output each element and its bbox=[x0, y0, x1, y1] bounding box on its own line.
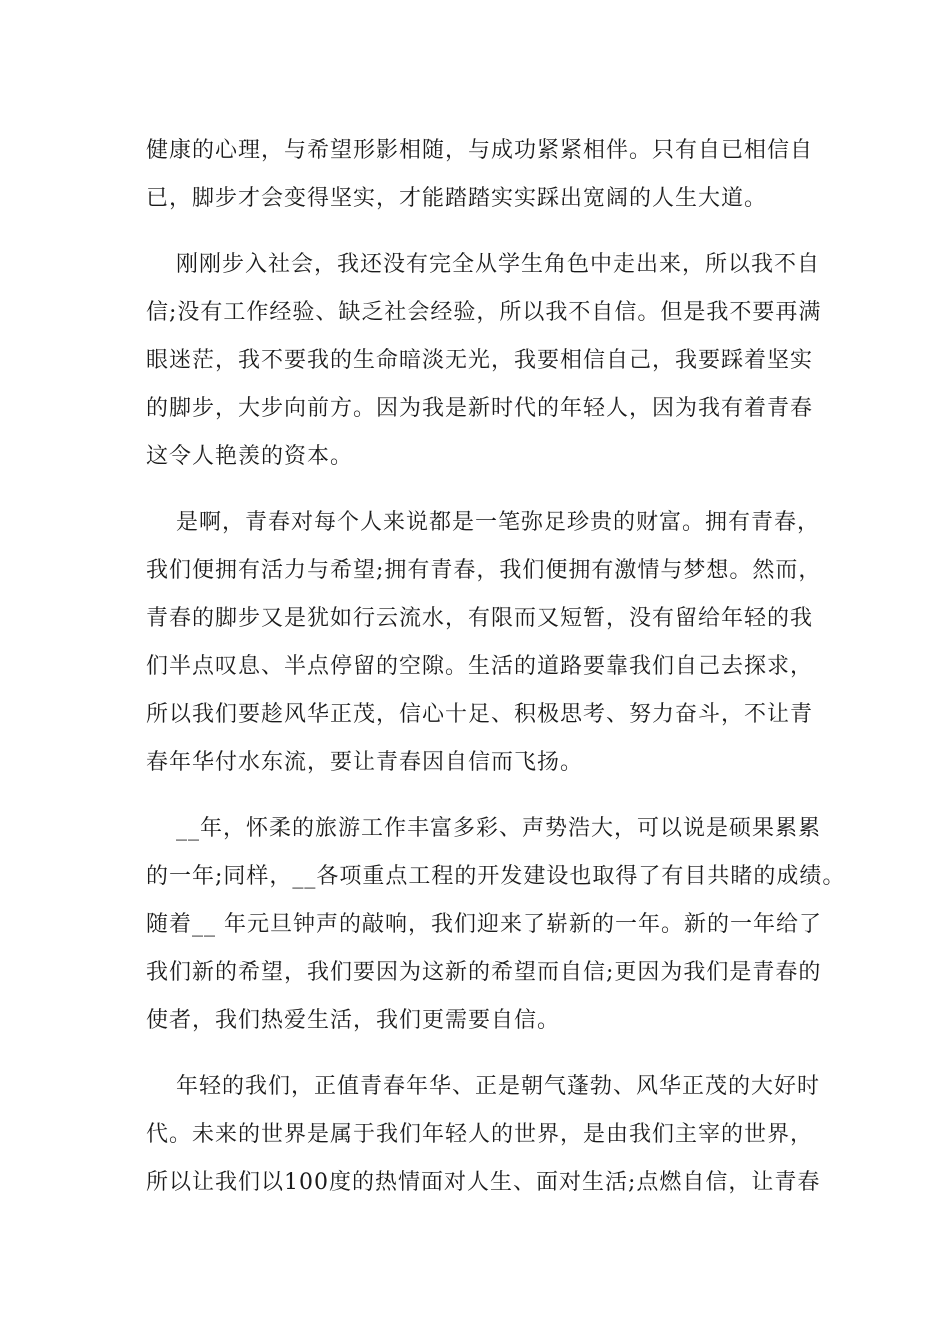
text-line: 春年华付水东流，要让青春因自信而飞扬。 bbox=[146, 750, 584, 775]
text-line: 年轻的我们，正值青春年华、正是朝气蓬勃、风华正茂的大好时 bbox=[176, 1074, 821, 1099]
text-line: 所以让我们以100度的热情面对人生、面对生活;点燃自信，让青春 bbox=[146, 1170, 821, 1195]
text-line: 我们便拥有活力与希望;拥有青春，我们便拥有激情与梦想。然而， bbox=[146, 558, 822, 583]
text-line: 使者，我们热爱生活，我们更需要自信。 bbox=[146, 1008, 561, 1033]
text-line: 信;没有工作经验、缺乏社会经验，所以我不自信。但是我不要再满 bbox=[146, 300, 822, 325]
text-line: 已，脚步才会变得坚实，才能踏踏实实踩出宽阔的人生大道。 bbox=[146, 186, 768, 211]
text-line: 的脚步，大步向前方。因为我是新时代的年轻人，因为我有着青春 bbox=[146, 396, 814, 421]
text-line: 随着__ 年元旦钟声的敲响，我们迎来了崭新的一年。新的一年给了 bbox=[146, 912, 822, 937]
text-line: 们半点叹息、半点停留的空隙。生活的道路要靠我们自己去探求， bbox=[146, 654, 814, 679]
text-line: 青春的脚步又是犹如行云流水，有限而又短暂，没有留给年轻的我 bbox=[146, 606, 814, 631]
text-line: 眼迷茫，我不要我的生命暗淡无光，我要相信自己，我要踩着坚实 bbox=[146, 348, 814, 373]
text-line: 所以我们要趁风华正茂，信心十足、积极思考、努力奋斗，不让青 bbox=[146, 702, 814, 727]
text-line: 这令人艳羡的资本。 bbox=[146, 444, 354, 469]
text-line: 是啊，青春对每个人来说都是一笔弥足珍贵的财富。拥有青春， bbox=[176, 510, 821, 535]
text-line: __年，怀柔的旅游工作丰富多彩、声势浩大，可以说是硕果累累 bbox=[176, 816, 822, 841]
text-line: 我们新的希望，我们要因为这新的希望而自信;更因为我们是青春的 bbox=[146, 960, 822, 985]
text-line: 刚刚步入社会，我还没有完全从学生角色中走出来，所以我不自 bbox=[176, 252, 821, 277]
text-line: 的一年;同样，__各项重点工程的开发建设也取得了有目共睹的成绩。 bbox=[146, 864, 846, 889]
text-line: 代。未来的世界是属于我们年轻人的世界，是由我们主宰的世界， bbox=[146, 1122, 814, 1147]
text-line: 健康的心理，与希望形影相随，与成功紧紧相伴。只有自已相信自 bbox=[146, 138, 814, 163]
